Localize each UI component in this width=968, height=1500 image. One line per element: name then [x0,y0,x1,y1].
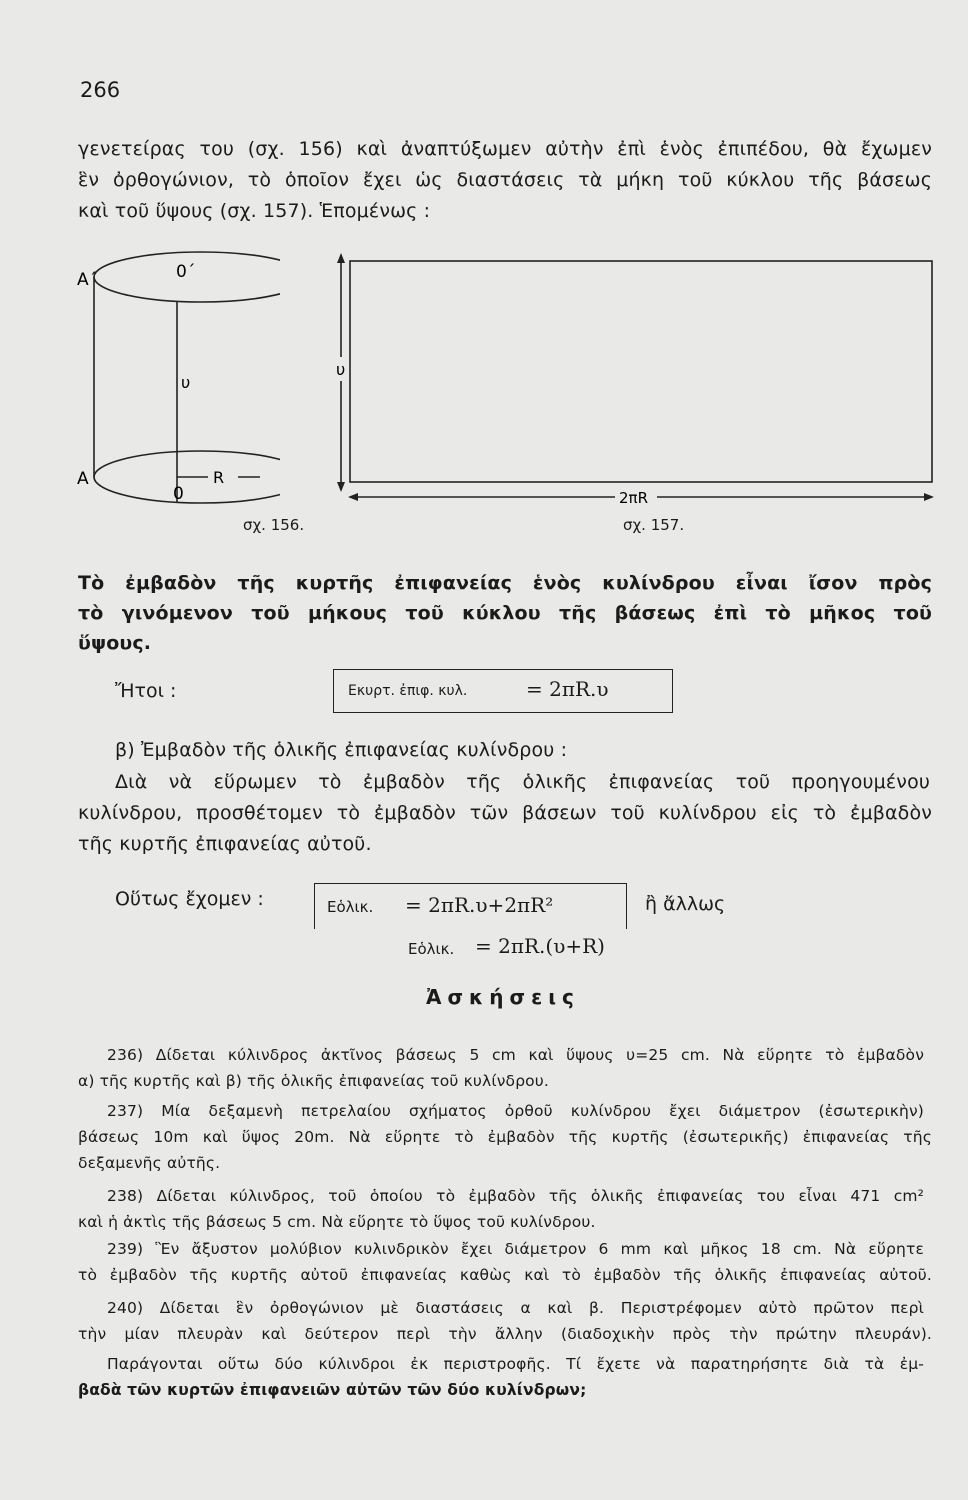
exercise-final-line-1: Παράγονται οὕτω δύο κύλινδροι ἐκ περιστροφῆς. Τί ἔχετε νὰ παρατηρήσητε διὰ τὰ ἐμ- [107,1355,924,1373]
theorem-line-1: Τὸ ἐμβαδὸν τῆς κυρτῆς ἐπιφανείας ἑνὸς κυλίνδρου εἶναι ἴσον πρὸς [78,572,932,594]
caption-fig-156: σχ. 156. [243,516,305,534]
formula-1-box [333,669,673,713]
label-height: υ [181,373,191,392]
intro-line-3: καὶ τοῦ ὕψους (σχ. 157). Ἑπομένως : [78,200,431,222]
figure-156-cylinder [70,240,280,510]
dimension-arrows [337,253,934,501]
label-circumference: 2πR [619,489,648,507]
figure-157-rectangle [325,245,940,510]
exercise-238-line-1: 238) Δίδεται κύλινδρος, τοῦ ὁποίου τὸ ἐμβαδὸν τῆς ὁλικῆς ἐπιφανείας του εἶναι 471 cm² [107,1187,924,1205]
formula-3-rhs: = 2πR.(υ+R) [475,934,605,958]
formula-2-rhs: = 2πR.υ+2πR² [405,893,554,917]
exercise-238-line-2: καὶ ἡ ἀκτὶς τῆς βάσεως 5 cm. Νὰ εὕρητε τὸ ὕψος τοῦ κυλίνδρου. [78,1213,596,1231]
label-o: 0 [173,484,184,504]
label-a: Α [77,469,89,489]
exercise-239-line-2: τὸ ἐμβαδὸν τῆς κυρτῆς αὐτοῦ ἐπιφανείας καθὼς καὶ τὸ ἐμβαδὸν τῆς ὁλικῆς ἐπιφανείας αὐτοῦ. [78,1266,932,1284]
exercise-final-line-2: βαδὰ τῶν κυρτῶν ἐπιφανειῶν αὐτῶν τῶν δύο κυλίνδρων; [78,1381,587,1399]
intro-line-2: ἓν ὀρθογώνιον, τὸ ὁποῖον ἔχει ὡς διαστάσεις τὰ μήκη τοῦ κύκλου τῆς βάσεως [78,169,932,191]
exercise-240-line-2: τὴν μίαν πλευρὰν καὶ δεύτερον περὶ τὴν ἄλλην (διαδοχικὴν πρὸς τὴν πρώτην πλευράν). [78,1325,932,1343]
page-number: 266 [80,78,121,102]
label-o-prime: 0΄ [176,262,196,282]
label-height-157: υ [336,360,346,379]
label-radius: R [213,468,225,487]
exercises-title: Ἀσκήσεις [426,985,580,1009]
formula-2-prefix: Οὕτως ἔχομεν : [115,888,264,910]
exercise-236-line-1: 236) Δίδεται κύλινδρος ἀκτῖνος βάσεως 5 cm καὶ ὕψους υ=25 cm. Νὰ εὕρητε τὸ ἐμβαδὸν [107,1046,924,1064]
exercise-239-line-1: 239) Ἓν ἄξυστον μολύβιον κυλινδρικὸν ἔχει διάμετρον 6 mm καὶ μῆκος 18 cm. Νὰ εὕρητε [107,1240,924,1258]
exercise-240-line-1: 240) Δίδεται ἓν ὀρθογώνιον μὲ διαστάσεις α καὶ β. Περιστρέφομεν αὐτὸ πρῶτον περὶ [107,1299,924,1317]
part-b-line-2: κυλίνδρου, προσθέτομεν τὸ ἐμβαδὸν τῶν βάσεων τοῦ κυλίνδρου εἰς τὸ ἐμβαδὸν [78,802,932,824]
developed-rectangle [350,261,932,482]
exercise-237-line-3: δεξαμενῆς αὐτῆς. [78,1154,221,1172]
formula-2-suffix: ἢ ἄλλως [645,893,726,915]
exercise-237-line-1: 237) Μία δεξαμενὴ πετρελαίου σχήματος ὀρθοῦ κυλίνδρου ἔχει διάμετρον (ἐσωτερικὴν) [107,1102,924,1120]
exercise-236-line-2: α) τῆς κυρτῆς καὶ β) τῆς ὁλικῆς ἐπιφανείας τοῦ κυλίνδρου. [78,1072,550,1090]
part-b-line-1: Διὰ νὰ εὕρωμεν τὸ ἐμβαδὸν τῆς ὁλικῆς ἐπιφανείας τοῦ προηγουμένου [115,771,930,793]
label-a-prime: Α΄ [77,270,98,290]
formula-3-lhs: Εὁλικ. [408,940,455,958]
part-b-heading: β) Ἐμβαδὸν τῆς ὁλικῆς ἐπιφανείας κυλίνδρου : [115,739,568,761]
theorem-line-2: τὸ γινόμενον τοῦ μήκους τοῦ κύκλου τῆς βάσεως ἐπὶ τὸ μῆκος τοῦ [78,602,932,624]
formula-1-prefix: Ἤτοι : [115,680,177,702]
part-b-line-3: τῆς κυρτῆς ἐπιφανείας αὐτοῦ. [78,833,372,855]
caption-fig-157: σχ. 157. [623,516,685,534]
formula-2-box [314,883,627,929]
formula-1-lhs: Εκυρτ. ἐπιφ. κυλ. [348,683,468,699]
theorem-line-3: ὕψους. [78,632,152,654]
formula-2-lhs: Εὁλικ. [327,898,374,916]
formula-1-rhs: = 2πR.υ [526,677,609,701]
exercise-237-line-2: βάσεως 10m καὶ ὕψος 20m. Νὰ εὕρητε τὸ ἐμβαδὸν τῆς κυρτῆς (ἐσωτερικῆς) ἐπιφανείας τῆς [78,1128,932,1146]
intro-line-1: γενετείρας του (σχ. 156) καὶ ἀναπτύξωμεν αὐτὴν ἐπὶ ἑνὸς ἐπιπέδου, θὰ ἔχωμεν [78,138,932,160]
